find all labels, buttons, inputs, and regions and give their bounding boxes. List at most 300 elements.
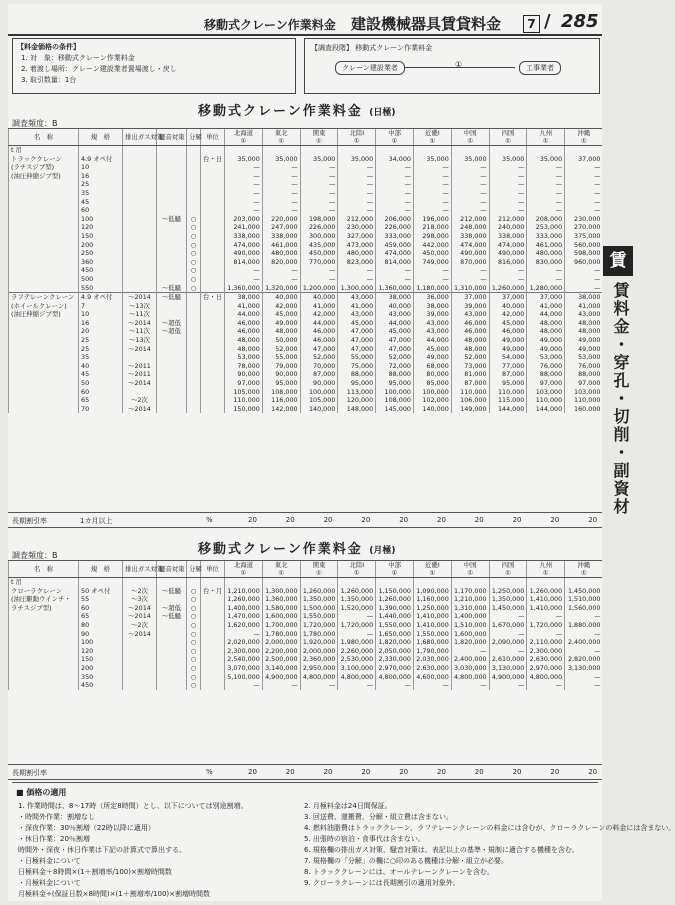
unit-cell — [201, 379, 225, 388]
emission-cell: 〜13次 — [123, 302, 157, 311]
region-name: 東北 — [274, 561, 288, 569]
price-cell: 48,000 — [225, 345, 263, 354]
price-cell: — — [225, 180, 263, 189]
price-cell: — — [376, 681, 414, 690]
unit-cell — [201, 647, 225, 656]
noise-cell — [157, 155, 187, 164]
price-cell: 79,000 — [262, 362, 300, 371]
table-row — [9, 293, 603, 302]
noise-cell — [157, 336, 187, 345]
monthly-discount-row — [8, 764, 602, 780]
noise-cell: 〜低騒 — [157, 293, 187, 302]
spec-cell: 360 — [79, 258, 123, 267]
price-cell: 148,000 — [338, 405, 376, 414]
price-cell: 88,000 — [338, 370, 376, 379]
price-cell: 2,400,000 — [565, 638, 603, 647]
price-cell: 2,950,000 — [300, 664, 338, 673]
emission-cell — [123, 388, 157, 397]
header-region — [376, 561, 414, 578]
region-name: 近畿Ⅰ — [425, 129, 440, 137]
spec-cell: 120 — [79, 223, 123, 232]
noise-cell — [157, 258, 187, 267]
price-cell: 203,000 — [225, 215, 263, 224]
table-row — [9, 266, 603, 275]
price-cell: 45,000 — [413, 345, 451, 354]
emission-cell — [123, 673, 157, 682]
table-row — [9, 189, 603, 198]
machine-name — [9, 336, 79, 345]
price-cell: 3,030,000 — [451, 664, 489, 673]
price-cell: 1,390,000 — [376, 604, 414, 613]
price-cell: 2,090,000 — [489, 638, 527, 647]
price-cell: — — [262, 198, 300, 207]
type-cell — [187, 362, 201, 371]
header-region — [489, 129, 527, 146]
price-cell: — — [262, 172, 300, 181]
price-cell: 1,820,000 — [451, 638, 489, 647]
price-cell: 46,000 — [225, 327, 263, 336]
price-cell: 198,000 — [300, 215, 338, 224]
emission-cell — [123, 655, 157, 664]
price-cell: 35,000 — [300, 155, 338, 164]
price-cell: — — [300, 180, 338, 189]
chapter-number: 7 — [523, 15, 540, 33]
price-cell: 145,000 — [376, 405, 414, 414]
price-cell: 72,000 — [376, 362, 414, 371]
price-cell: 41,000 — [338, 302, 376, 311]
machine-name — [9, 621, 79, 630]
emission-cell: 〜2014 — [123, 379, 157, 388]
price-cell: 100,000 — [376, 388, 414, 397]
region-mark: ① — [316, 569, 322, 577]
region-name: 北海道 — [233, 561, 253, 569]
price-cell: 2,360,000 — [300, 655, 338, 664]
conditions-title: 【料金価格の条件】 — [17, 43, 80, 51]
conditions-box — [12, 38, 296, 94]
blank-cell — [187, 578, 201, 587]
price-cell: 230,000 — [565, 215, 603, 224]
noise-cell — [157, 198, 187, 207]
type-cell — [187, 198, 201, 207]
price-cell: 3,130,000 — [565, 664, 603, 673]
blank-cell — [565, 146, 603, 155]
price-cell: — — [451, 647, 489, 656]
spec-cell: 50 — [79, 379, 123, 388]
header-region — [300, 129, 338, 146]
price-cell: 46,000 — [225, 319, 263, 328]
price-cell: 49,000 — [527, 345, 565, 354]
price-cell: 2,030,000 — [413, 655, 451, 664]
price-cell: 1,700,000 — [262, 621, 300, 630]
price-cell: 474,000 — [376, 249, 414, 258]
price-cell: 450,000 — [300, 249, 338, 258]
machine-name — [9, 379, 79, 388]
price-cell: 749,000 — [413, 258, 451, 267]
table-row — [9, 379, 603, 388]
price-cell: 37,000 — [527, 293, 565, 302]
noise-cell — [157, 362, 187, 371]
spec-cell: 550 — [79, 284, 123, 293]
price-cell: 1,450,000 — [489, 604, 527, 613]
price-cell: 338,000 — [262, 232, 300, 241]
blank-cell — [300, 578, 338, 587]
header-region — [300, 561, 338, 578]
region-mark: ① — [278, 569, 285, 577]
machine-name — [9, 189, 79, 198]
price-cell: 52,000 — [300, 353, 338, 362]
price-cell: — — [565, 198, 603, 207]
price-cell: — — [489, 172, 527, 181]
machine-name — [9, 206, 79, 215]
table-row — [9, 284, 603, 293]
discount-unit: % — [206, 516, 213, 524]
price-cell: 49,000 — [262, 319, 300, 328]
price-cell: — — [451, 198, 489, 207]
price-cell: 1,200,000 — [300, 284, 338, 293]
price-cell: 1,360,000 — [262, 595, 300, 604]
noise-cell — [157, 681, 187, 690]
price-cell: — — [376, 189, 414, 198]
emission-cell: 〜2011 — [123, 362, 157, 371]
spec-cell: 16 — [79, 319, 123, 328]
spec-cell: 16 — [79, 172, 123, 181]
region-mark: ① — [240, 569, 247, 577]
unit-cell — [201, 198, 225, 207]
price-cell: — — [300, 206, 338, 215]
price-cell: — — [527, 266, 565, 275]
spec-cell: 45 — [79, 370, 123, 379]
noise-cell — [157, 396, 187, 405]
price-cell: — — [376, 180, 414, 189]
price-cell: — — [225, 198, 263, 207]
price-cell: 1,520,000 — [338, 604, 376, 613]
price-cell: 206,000 — [376, 215, 414, 224]
spec-cell: 450 — [79, 681, 123, 690]
monthly-price-table — [8, 560, 602, 690]
price-cell: 2,000,000 — [262, 638, 300, 647]
blank-cell — [262, 146, 300, 155]
type-cell — [187, 345, 201, 354]
price-cell: 49,000 — [413, 353, 451, 362]
machine-name — [9, 612, 79, 621]
price-cell: 40,000 — [489, 302, 527, 311]
blank-cell — [451, 146, 489, 155]
price-cell: 212,000 — [489, 215, 527, 224]
price-cell: — — [413, 172, 451, 181]
type-cell: ○ — [187, 681, 201, 690]
price-cell: 230,000 — [338, 223, 376, 232]
machine-name — [9, 180, 79, 189]
machine-name: (油圧伸縮ジブ型) — [9, 172, 79, 181]
unit-cell — [201, 595, 225, 604]
price-cell: 1,300,000 — [262, 587, 300, 596]
table-row — [9, 336, 603, 345]
survey-box — [304, 38, 600, 94]
noise-cell — [157, 206, 187, 215]
price-cell: 45,000 — [376, 327, 414, 336]
unit-cell — [201, 388, 225, 397]
discount-value: 20 — [474, 516, 484, 524]
note-line: 日極料金＋8時間×(1＋割増率/100)×割増時間数 — [18, 868, 172, 876]
price-cell: 100,000 — [413, 388, 451, 397]
emission-cell: 〜2014 — [123, 405, 157, 414]
price-cell: 46,000 — [300, 336, 338, 345]
spec-cell: 25 — [79, 345, 123, 354]
price-cell: — — [451, 206, 489, 215]
emission-cell: 〜2014 — [123, 612, 157, 621]
price-cell: 5,100,000 — [225, 673, 263, 682]
price-cell: 474,000 — [225, 241, 263, 250]
region-name: 沖縄 — [577, 129, 591, 137]
price-cell: 53,000 — [565, 353, 603, 362]
price-cell: 298,000 — [413, 232, 451, 241]
noise-cell — [157, 180, 187, 189]
discount-value: 20 — [399, 516, 409, 524]
table-row — [9, 345, 603, 354]
header-region — [565, 129, 603, 146]
noise-cell — [157, 647, 187, 656]
price-cell: — — [413, 266, 451, 275]
price-cell: 2,400,000 — [451, 655, 489, 664]
price-cell: 4,800,000 — [451, 673, 489, 682]
price-cell: 1,350,000 — [489, 595, 527, 604]
price-cell: 48,000 — [225, 336, 263, 345]
price-cell: 90,000 — [225, 370, 263, 379]
price-cell: 43,000 — [413, 327, 451, 336]
header-noise: 騒音対策 — [157, 129, 187, 146]
price-cell: 87,000 — [300, 370, 338, 379]
price-cell: 960,000 — [565, 258, 603, 267]
note-line: 3. 回送費、運搬費、分解・組立費は含まない。 — [304, 813, 453, 821]
price-cell: — — [565, 681, 603, 690]
price-cell: — — [451, 189, 489, 198]
discount-value: 20 — [550, 768, 560, 776]
price-cell: 473,000 — [338, 241, 376, 250]
header-region — [225, 129, 263, 146]
discount-value: 20 — [512, 768, 522, 776]
price-cell: — — [338, 189, 376, 198]
price-cell: — — [565, 612, 603, 621]
price-cell: 88,000 — [527, 370, 565, 379]
price-cell: 1,780,000 — [300, 630, 338, 639]
blank-cell — [413, 578, 451, 587]
price-cell: 110,000 — [451, 388, 489, 397]
note-line: 月極料金÷(保証日数×8時間)×(1＋割増率/100)×割増時間数 — [18, 890, 211, 898]
price-cell: — — [262, 266, 300, 275]
table-row — [9, 275, 603, 284]
price-cell: — — [527, 275, 565, 284]
price-cell: 73,000 — [451, 362, 489, 371]
unit-cell — [201, 370, 225, 379]
discount-value: 20 — [588, 516, 598, 524]
price-cell: 1,510,000 — [451, 621, 489, 630]
machine-name — [9, 664, 79, 673]
blank-cell — [123, 146, 157, 155]
header-region — [527, 129, 565, 146]
emission-cell — [123, 189, 157, 198]
price-cell: — — [225, 163, 263, 172]
price-cell: 461,000 — [527, 241, 565, 250]
machine-name — [9, 223, 79, 232]
unit-cell — [201, 310, 225, 319]
price-cell: 35,000 — [413, 155, 451, 164]
price-cell: 1,410,000 — [413, 621, 451, 630]
region-name: 中国 — [463, 129, 477, 137]
price-cell: 226,000 — [376, 223, 414, 232]
price-cell: 212,000 — [451, 215, 489, 224]
price-cell: — — [527, 198, 565, 207]
header-unit: 単位 — [201, 561, 225, 578]
price-cell: 144,000 — [489, 405, 527, 414]
spec-cell: 250 — [79, 249, 123, 258]
noise-cell — [157, 630, 187, 639]
price-cell: 1,980,000 — [338, 638, 376, 647]
price-cell: — — [565, 172, 603, 181]
price-cell: 1,600,000 — [262, 612, 300, 621]
note-line: ・時間外作業：割増なし — [18, 813, 95, 821]
machine-name: (油圧駆動ウインチ・ — [9, 595, 79, 604]
note-line: 2. 月極料金は24日間保証。 — [304, 802, 392, 810]
machine-name — [9, 353, 79, 362]
price-cell: — — [413, 206, 451, 215]
blank-cell — [79, 578, 123, 587]
table-row — [9, 370, 603, 379]
price-cell: 47,000 — [376, 336, 414, 345]
price-cell: 110,000 — [565, 396, 603, 405]
price-cell: 490,000 — [451, 249, 489, 258]
region-mark: ① — [505, 137, 511, 145]
side-tab-mark: 賃 — [603, 246, 633, 276]
region-name: 沖縄 — [577, 561, 591, 569]
price-cell: 53,000 — [527, 353, 565, 362]
noise-cell — [157, 345, 187, 354]
type-cell — [187, 353, 201, 362]
price-cell: 4,800,000 — [376, 673, 414, 682]
price-cell: 35,000 — [489, 155, 527, 164]
price-cell: — — [338, 681, 376, 690]
discount-value: 20 — [248, 516, 257, 524]
price-cell: 102,000 — [413, 396, 451, 405]
price-cell: 46,000 — [489, 327, 527, 336]
price-cell: 40,000 — [376, 302, 414, 311]
daily-title — [198, 100, 396, 119]
emission-cell: 〜2次 — [123, 396, 157, 405]
noise-cell: 〜超低 — [157, 319, 187, 328]
spec-cell: 65 — [79, 396, 123, 405]
price-cell: 35,000 — [338, 155, 376, 164]
price-cell: 1,250,000 — [413, 604, 451, 613]
discount-value: 20 — [399, 768, 409, 776]
price-cell: 1,500,000 — [300, 604, 338, 613]
emission-cell — [123, 638, 157, 647]
note-line: 6. 規格欄の排出ガス対策、騒音対策は、表記以上の基準・規制に適合する機種を含む。 — [304, 846, 579, 854]
price-cell: 55,000 — [338, 353, 376, 362]
price-cell: 103,000 — [527, 388, 565, 397]
discount-value: 20 — [285, 768, 295, 776]
price-cell: 270,000 — [565, 223, 603, 232]
price-cell: 1,600,000 — [451, 630, 489, 639]
price-cell: 1,650,000 — [376, 630, 414, 639]
price-cell: 2,000,000 — [300, 647, 338, 656]
machine-name — [9, 249, 79, 258]
emission-cell — [123, 206, 157, 215]
noise-cell — [157, 664, 187, 673]
blank-cell — [225, 146, 263, 155]
blank-cell — [300, 146, 338, 155]
noise-cell — [157, 621, 187, 630]
price-cell: 90,000 — [262, 370, 300, 379]
price-cell: 1,820,000 — [376, 638, 414, 647]
type-cell: ○ — [187, 664, 201, 673]
price-cell: 54,000 — [489, 353, 527, 362]
price-cell: 3,100,000 — [338, 664, 376, 673]
noise-cell — [157, 655, 187, 664]
emission-cell: 〜2014 — [123, 630, 157, 639]
spec-cell: 200 — [79, 241, 123, 250]
note-line: 9. クローラクレーンには長期割引の適用対象外。 — [304, 879, 460, 887]
price-cell: 814,000 — [376, 258, 414, 267]
header-emission: 排出ガス対策 — [123, 561, 157, 578]
blank-cell — [79, 146, 123, 155]
price-cell: 116,000 — [262, 396, 300, 405]
blank-cell — [376, 578, 414, 587]
price-cell: 4,800,000 — [527, 673, 565, 682]
price-cell: 140,000 — [413, 405, 451, 414]
price-cell: 80,000 — [413, 370, 451, 379]
price-cell: 48,000 — [565, 327, 603, 336]
unit-cell — [201, 353, 225, 362]
price-cell: 1,260,000 — [527, 587, 565, 596]
price-cell: 1,090,000 — [413, 587, 451, 596]
emission-cell — [123, 232, 157, 241]
price-cell: — — [300, 189, 338, 198]
blank-cell — [225, 578, 263, 587]
type-cell: ○ — [187, 647, 201, 656]
type-cell — [187, 405, 201, 414]
blank-cell — [338, 578, 376, 587]
price-cell: 248,000 — [451, 223, 489, 232]
discount-value: 20 — [437, 516, 446, 524]
unit-cell — [201, 302, 225, 311]
blank-cell — [187, 146, 201, 155]
price-cell: — — [413, 681, 451, 690]
region-mark: ① — [353, 137, 360, 145]
noise-cell — [157, 241, 187, 250]
spec-cell: 35 — [79, 189, 123, 198]
unit-cell — [201, 362, 225, 371]
table-row — [9, 612, 603, 621]
price-cell: — — [489, 647, 527, 656]
discount-value: 20 — [248, 768, 257, 776]
unit-header: t 吊 — [9, 578, 79, 587]
emission-cell: 〜2次 — [123, 621, 157, 630]
price-cell: 88,000 — [565, 370, 603, 379]
price-cell: 46,000 — [451, 319, 489, 328]
price-cell: 490,000 — [225, 249, 263, 258]
price-cell: 4,800,000 — [338, 673, 376, 682]
price-cell: — — [565, 206, 603, 215]
emission-cell: 〜11次 — [123, 310, 157, 319]
price-cell: 2,970,000 — [376, 664, 414, 673]
price-cell: — — [376, 266, 414, 275]
header-region — [338, 129, 376, 146]
type-cell — [187, 379, 201, 388]
price-cell: 1,260,000 — [225, 595, 263, 604]
price-cell: 2,630,000 — [413, 664, 451, 673]
price-cell: 110,000 — [527, 396, 565, 405]
price-cell: 108,000 — [376, 396, 414, 405]
price-cell: 820,000 — [262, 258, 300, 267]
